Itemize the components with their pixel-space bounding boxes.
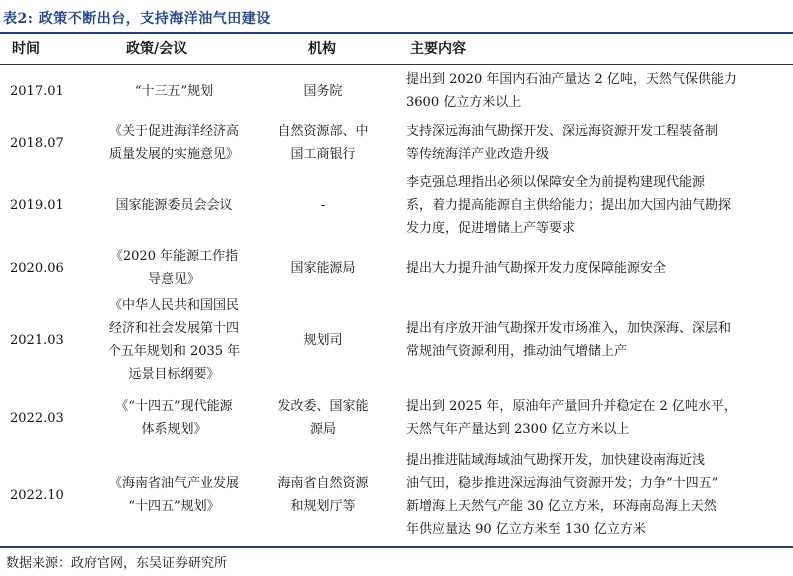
- row-policy-line: 《海南省油气产业发展: [108, 476, 239, 491]
- row-policy-line: 远景目标纲要》: [128, 367, 220, 382]
- bottom-rule: [0, 546, 793, 548]
- row-content: [406, 171, 793, 240]
- row-content-line: 提出到 2020 年国内石油产量达 2 亿吨，天然气保供能力: [406, 72, 737, 87]
- header-rule: [0, 64, 793, 65]
- row-content: [406, 120, 793, 166]
- row-time: 2021.03: [10, 332, 64, 348]
- source-note: 数据来源：政府官网，东吴证券研究所: [6, 556, 228, 571]
- table-title: 表2: 政策不断出台，支持海洋油气田建设: [3, 11, 271, 27]
- row-org-line: 海南省自然资源: [277, 476, 369, 491]
- row-content: [406, 449, 793, 541]
- row-time: 2022.03: [10, 410, 64, 426]
- row-policy: [84, 395, 264, 441]
- row-policy: [84, 80, 264, 103]
- row-org-line: 源局: [309, 422, 336, 437]
- row-policy-line: 《中华人民共和国国民: [108, 298, 239, 313]
- row-content-line: 系，着力提高能源自主供给能力；提出加大国内油气勘探: [406, 197, 732, 213]
- row-policy-line: 导意见》: [147, 272, 200, 287]
- row-content-line: 提出大力提升油气勘探开发力度保障能源安全: [406, 260, 667, 276]
- row-policy: [84, 245, 264, 291]
- row-org: [268, 120, 378, 166]
- row-org-line: 国家能源局: [290, 260, 356, 276]
- row-policy-line: 《“十四五”现代能源: [115, 399, 233, 414]
- row-org: [268, 194, 378, 217]
- row-policy-line: 质量发展的实施意见》: [108, 147, 239, 162]
- row-policy-line: 个五年规划和 2035 年: [107, 344, 241, 359]
- header-time: 时间: [12, 41, 40, 57]
- row-org-line: 发改委、国家能: [277, 399, 369, 414]
- row-org-line: 规划司: [303, 332, 343, 348]
- row-org: [268, 395, 378, 441]
- row-content-line: 油气田，稳步推进深远海油气资源开发；力争“十四五”: [406, 476, 719, 491]
- row-policy: [84, 194, 264, 217]
- row-content-line: 提出到 2025 年，原油年产量回升并稳定在 2 亿吨水平，: [406, 399, 737, 414]
- row-content-line: 提出推进陆域海域油气勘探开发，加快建设南海近浅: [406, 453, 706, 468]
- row-policy: [84, 472, 264, 518]
- row-policy-line: “十四五”规划》: [128, 499, 220, 514]
- row-policy-line: 经济和社会发展第十四: [108, 321, 239, 336]
- row-org: [268, 472, 378, 518]
- row-policy-line: 国家能源委员会会议: [115, 197, 233, 213]
- row-org-line: 国工商银行: [290, 147, 356, 162]
- row-content-line: 等传统海洋产业改造升级: [406, 147, 550, 162]
- row-policy: [84, 120, 264, 166]
- row-policy-line: “十三五”规划: [134, 83, 214, 99]
- row-content-line: 发力度，促进增储上产等要求: [406, 220, 576, 236]
- row-policy-line: 《关于促进海洋经济高: [108, 124, 239, 139]
- row-content: [406, 68, 793, 114]
- row-content-line: 支持深远海油气勘探开发、深远海资源开发工程装备制: [406, 124, 719, 139]
- header-content: 主要内容: [410, 41, 466, 57]
- row-org: [268, 80, 378, 103]
- row-org-line: 自然资源部、中: [277, 124, 369, 139]
- row-time: 2017.01: [10, 83, 64, 99]
- row-org-line: -: [320, 197, 326, 213]
- row-content-line: 3600 亿立方米以上: [406, 95, 522, 110]
- row-content-line: 常规油气资源利用，推动油气增储上产: [406, 344, 628, 359]
- row-content: [406, 257, 793, 280]
- row-time: 2018.07: [10, 135, 64, 151]
- row-org: [268, 329, 378, 352]
- row-content-line: 天然气年产量达到 2300 亿立方米以上: [406, 422, 630, 437]
- row-content-line: 李克强总理指出必须以保障安全为前提构建现代能源: [406, 174, 706, 190]
- row-time: 2020.06: [10, 260, 64, 276]
- header-org: 机构: [308, 41, 336, 57]
- row-policy-line: 体系规划》: [141, 422, 207, 437]
- row-content: [406, 395, 793, 441]
- row-time: 2019.01: [10, 197, 64, 213]
- row-policy: [84, 294, 264, 386]
- row-content-line: 年供应量达 90 亿立方米至 130 亿立方米: [406, 522, 646, 537]
- row-content-line: 提出有序放开油气勘探开发市场准入，加快深海、深层和: [406, 321, 732, 336]
- row-content: [406, 317, 793, 363]
- row-org-line: 和规划厅等: [290, 499, 356, 514]
- row-time: 2022.10: [10, 487, 64, 503]
- row-policy-line: 《2020 年能源工作指: [109, 249, 239, 264]
- row-org-line: 国务院: [303, 83, 343, 99]
- top-rule: [0, 32, 793, 34]
- header-policy: 政策/会议: [126, 41, 188, 57]
- row-org: [268, 257, 378, 280]
- row-content-line: 新增海上天然气产能 30 亿立方米，环海南岛海上天然: [406, 499, 717, 514]
